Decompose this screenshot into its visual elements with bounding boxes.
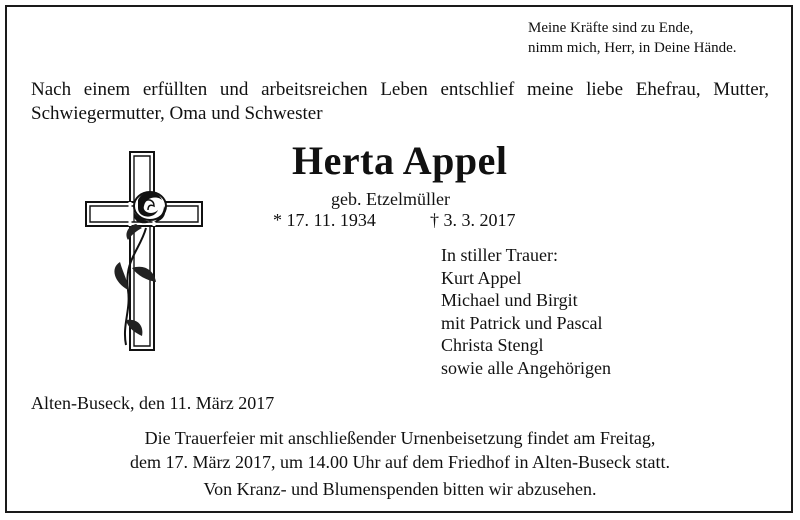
maiden-name: geb. Etzelmüller [331, 189, 450, 209]
mourners-list [441, 244, 611, 380]
mourner-name: Christa Stengl [441, 335, 544, 356]
mourner-name: mit Patrick und Pascal [441, 312, 603, 333]
service-line-2: dem 17. März 2017, um 14.00 Uhr auf dem Friedhof in Alten-Buseck statt. [130, 452, 670, 472]
place-and-date: Alten-Buseck, den 11. März 2017 [31, 393, 275, 413]
cross-with-rose-icon [84, 150, 204, 360]
motto-line-1: Meine Kräfte sind zu Ende, [528, 20, 694, 36]
flowers-note: Von Kranz- und Blumenspenden bitten wir abzusehen. [203, 479, 597, 499]
deceased-name: Herta Appel [292, 138, 508, 183]
mourner-name: sowie alle Angehörigen [441, 357, 611, 378]
mourner-name: Michael und Birgit [441, 290, 578, 311]
mourner-name: Kurt Appel [441, 267, 522, 288]
intro-line-1: Nach einem erfüllten und arbeitsreichen Leben entschlief meine liebe Ehefrau, Mutter, [31, 79, 769, 100]
birth-date: * 17. 11. 1934 [273, 210, 376, 230]
funeral-service-info [0, 426, 800, 474]
death-date: † 3. 3. 2017 [430, 210, 516, 230]
motto-verse [528, 18, 737, 58]
mourners-heading: In stiller Trauer: [441, 245, 558, 265]
intro-line-2: Schwiegermutter, Oma und Schwester [31, 103, 323, 124]
intro-text [31, 78, 769, 126]
service-line-1: Die Trauerfeier mit anschließender Urnenbeisetzung findet am Freitag, [144, 428, 656, 448]
motto-line-2: nimm mich, Herr, in Deine Hände. [528, 40, 737, 56]
